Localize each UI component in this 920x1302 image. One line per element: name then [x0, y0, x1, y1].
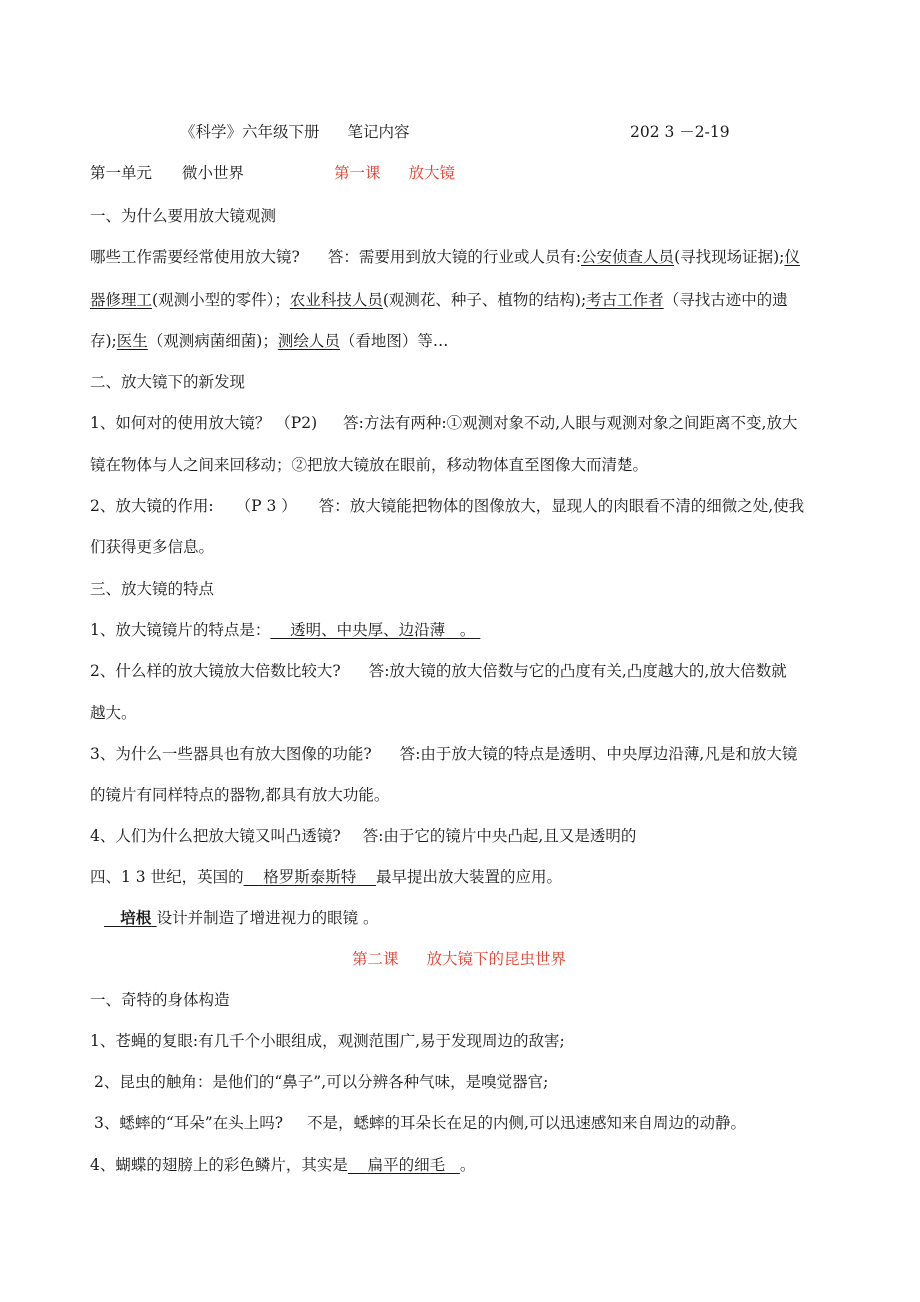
unit-line: [90, 163, 455, 183]
header-title: 《科学》六年级下册 笔记内容: [180, 123, 410, 141]
lesson2-item4: 4、蝴蝶的翅膀上的彩色鳞片，其实是 扁平的细毛 。: [90, 1156, 476, 1174]
section3-heading: 三、放大镜的特点: [90, 580, 215, 598]
section3-q3-line1: 3、为什么一些器具也有放大图像的功能? 答:由于放大镜的特点是透明、中央厚边沿薄,凡是和放大镜: [90, 745, 798, 763]
lesson2-item1: 1、苍蝇的复眼:有几千个小眼组成，观测范围广,易于发现周边的敌害;: [90, 1032, 565, 1050]
job-archaeology: 考古工作者: [586, 291, 664, 309]
bacon-name: 培根: [120, 908, 152, 927]
header-subtitle: 笔记内容: [347, 123, 410, 141]
section1-line3: 存);医生（观测病菌细菌)；测绘人员（看地图）等…: [90, 332, 449, 350]
unit-label: 第一单元: [90, 164, 153, 182]
lesson2-title: [352, 949, 566, 969]
section3-q2-line1: 2、什么样的放大镜放大倍数比较大? 答:放大镜的放大倍数与它的凸度有关,凸度越大的,放大倍数就: [90, 662, 787, 680]
job-doctor: 医生: [116, 332, 148, 350]
lens-feature-answer: 透明、中央厚、边沿薄: [290, 621, 446, 639]
job-survey: 测绘人员: [277, 332, 340, 350]
lesson2-number: 第二课: [352, 950, 399, 968]
job-agri: 农业科技人员: [289, 291, 383, 309]
section3-q2-line2: 越大。: [90, 704, 137, 722]
lesson2-item3: 3、蟋蟀的“耳朵”在头上吗? 不是，蟋蟀的耳朵长在足的内侧,可以迅速感知来自周边的动静。: [94, 1114, 746, 1132]
lesson2-heading: 一、奇特的身体构造: [90, 991, 230, 1009]
lesson2-name: 放大镜下的昆虫世界: [426, 950, 567, 968]
section3-q3-line2: 的镜片有同样特点的器物,都具有放大功能。: [90, 786, 390, 804]
section2-q1-line2: 镜在物体与人之间来回移动；②把放大镜放在眼前，移动物体直至图像大而清楚。: [90, 456, 649, 474]
scale-answer: 扁平的细毛: [367, 1156, 446, 1174]
section2-q2-line2: 们获得更多信息。: [90, 538, 215, 556]
job-police: 公安侦查人员: [581, 248, 675, 266]
lesson1-number: 第一课: [334, 164, 381, 182]
section3-q4: 4、人们为什么把放大镜又叫凸透镜? 答:由于它的镜片中央凸起,且又是透明的: [90, 827, 637, 845]
section1-line1: 哪些工作需要经常使用放大镜? 答：需要用到放大镜的行业或人员有:公安侦查人员(寻找现场证据);仪: [90, 248, 800, 266]
grosseteste-name: 格罗斯泰斯特: [263, 868, 357, 886]
unit-name: 微小世界: [182, 164, 245, 182]
section4-line1: 四、1 3 世纪，英国的 格罗斯泰斯特 最早提出放大装置的应用。: [90, 868, 563, 886]
section2-heading: 二、放大镜下的新发现: [90, 373, 246, 391]
header-date: 202 3 －2-19: [630, 123, 730, 141]
section2-q1-line1: 1、如何对的使用放大镜？ （P2) 答:方法有两种:①观测对象不动,人眼与观测对象之间距离不变,放大: [90, 414, 798, 432]
section2-q2-line1: 2、放大镜的作用: （P 3 ） 答：放大镜能把物体的图像放大，显现人的肉眼看不清的细微之处,使我: [90, 497, 805, 515]
section3-q1: 1、放大镜镜片的特点是： 透明、中央厚、边沿薄 。: [90, 621, 476, 639]
lesson2-item2: 2、昆虫的触角：是他们的“鼻子”,可以分辨各种气味，是嗅觉器官;: [94, 1073, 549, 1091]
lesson1-title: 放大镜: [408, 164, 456, 182]
section1-heading: 一、为什么要用放大镜观测: [90, 207, 277, 225]
section4-line2: 培根 设计并制造了增进视力的眼镜 。: [120, 908, 379, 927]
job-repair: 器修理工: [90, 291, 153, 309]
section1-line2: 器修理工(观测小型的零件）；农业科技人员(观测花、种子、植物的结构);考古工作者（寻找古迹中的遗: [90, 291, 788, 309]
